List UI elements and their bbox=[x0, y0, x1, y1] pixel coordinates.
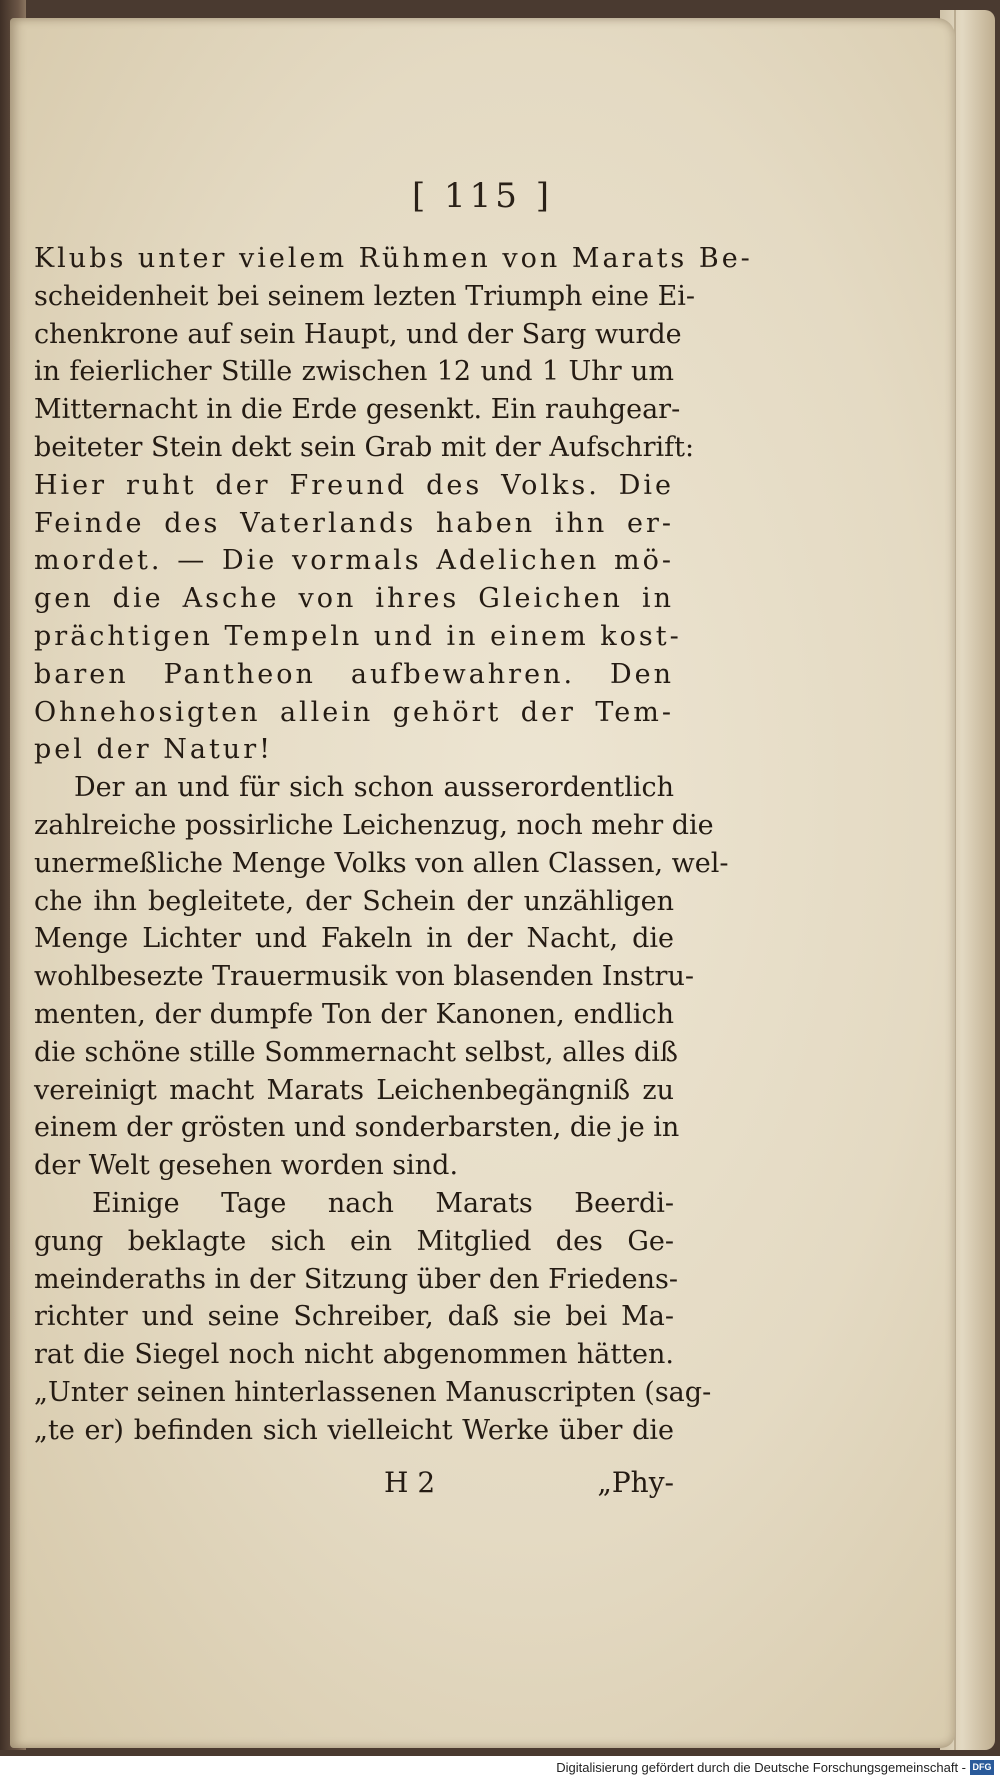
text-line: pel der Natur! bbox=[34, 734, 273, 766]
funding-credit: Digitalisierung gefördert durch die Deutsche Forschungsgemeinschaft - bbox=[556, 1760, 966, 1775]
body-text bbox=[34, 240, 753, 1450]
text-line: vereinigt macht Marats Leichenbegängniß zu bbox=[34, 1074, 674, 1106]
text-line: richter und seine Schreiber, daß sie bei Ma- bbox=[34, 1301, 674, 1333]
catchword: „Phy- bbox=[597, 1466, 674, 1499]
dfg-logo: DFG bbox=[970, 1760, 994, 1775]
text-line: Hier ruht der Freund des Volks. Die bbox=[34, 469, 674, 501]
signature-mark: H 2 bbox=[384, 1466, 436, 1499]
text-line: mordet. — Die vormals Adelichen mö- bbox=[34, 545, 674, 577]
text-line: einem der grösten und sonderbarsten, die je in bbox=[34, 1112, 680, 1144]
text-line: die schöne stille Sommernacht selbst, alles diß bbox=[34, 1036, 678, 1068]
text-line: beiteter Stein dekt sein Grab mit der Aufschrift: bbox=[34, 431, 695, 463]
text-line: Der an und für sich schon ausserordentlich bbox=[74, 772, 674, 804]
text-line: chenkrone auf sein Haupt, und der Sarg wurde bbox=[34, 318, 682, 350]
text-line: gen die Asche von ihres Gleichen in bbox=[34, 583, 674, 615]
text-line: in feierlicher Stille zwischen 12 und 1 Uhr um bbox=[34, 356, 674, 388]
digitization-footer bbox=[0, 1756, 1000, 1780]
text-line: prächtigen Tempeln und in einem kost- bbox=[34, 620, 682, 652]
text-line: rat die Siegel noch nicht abgenommen hätten. bbox=[34, 1339, 674, 1371]
page-footer bbox=[34, 1466, 674, 1506]
text-line: Menge Lichter und Fakeln in der Nacht, die bbox=[34, 923, 674, 955]
text-line: „te er) befinden sich vielleicht Werke über die bbox=[34, 1414, 674, 1446]
text-line: der Welt gesehen worden sind. bbox=[34, 1150, 459, 1182]
text-line: Einige Tage nach Marats Beerdi- bbox=[92, 1187, 674, 1219]
text-line: Klubs unter vielem Rühmen von Marats Be- bbox=[34, 243, 753, 274]
text-line: scheidenheit bei seinem lezten Triumph eine Ei- bbox=[34, 280, 696, 312]
text-line: Ohnehosigten allein gehört der Tem- bbox=[34, 696, 674, 728]
text-line: Feinde des Vaterlands haben ihn er- bbox=[34, 507, 674, 539]
text-line: wohlbesezte Trauermusik von blasenden Instru- bbox=[34, 961, 694, 993]
text-line: Mitternacht in die Erde gesenkt. Ein rauhgear- bbox=[34, 394, 681, 426]
text-line: unermeßliche Menge Volks von allen Classen, wel- bbox=[34, 847, 729, 879]
text-line: „Unter seinen hinterlassenen Manuscripten (sag- bbox=[34, 1376, 712, 1408]
text-line: gung beklagte sich ein Mitglied des Ge- bbox=[34, 1225, 674, 1257]
text-line: menten, der dumpfe Ton der Kanonen, endlich bbox=[34, 998, 674, 1030]
text-line: meinderaths in der Sitzung über den Friedens- bbox=[34, 1263, 679, 1295]
text-line: baren Pantheon aufbewahren. Den bbox=[34, 658, 674, 690]
page-number: [ 115 ] bbox=[411, 176, 554, 216]
text-line: zahlreiche possirliche Leichenzug, noch mehr die bbox=[34, 809, 714, 841]
text-line: che ihn begleitete, der Schein der unzähligen bbox=[34, 885, 674, 917]
book-page bbox=[10, 18, 955, 1748]
